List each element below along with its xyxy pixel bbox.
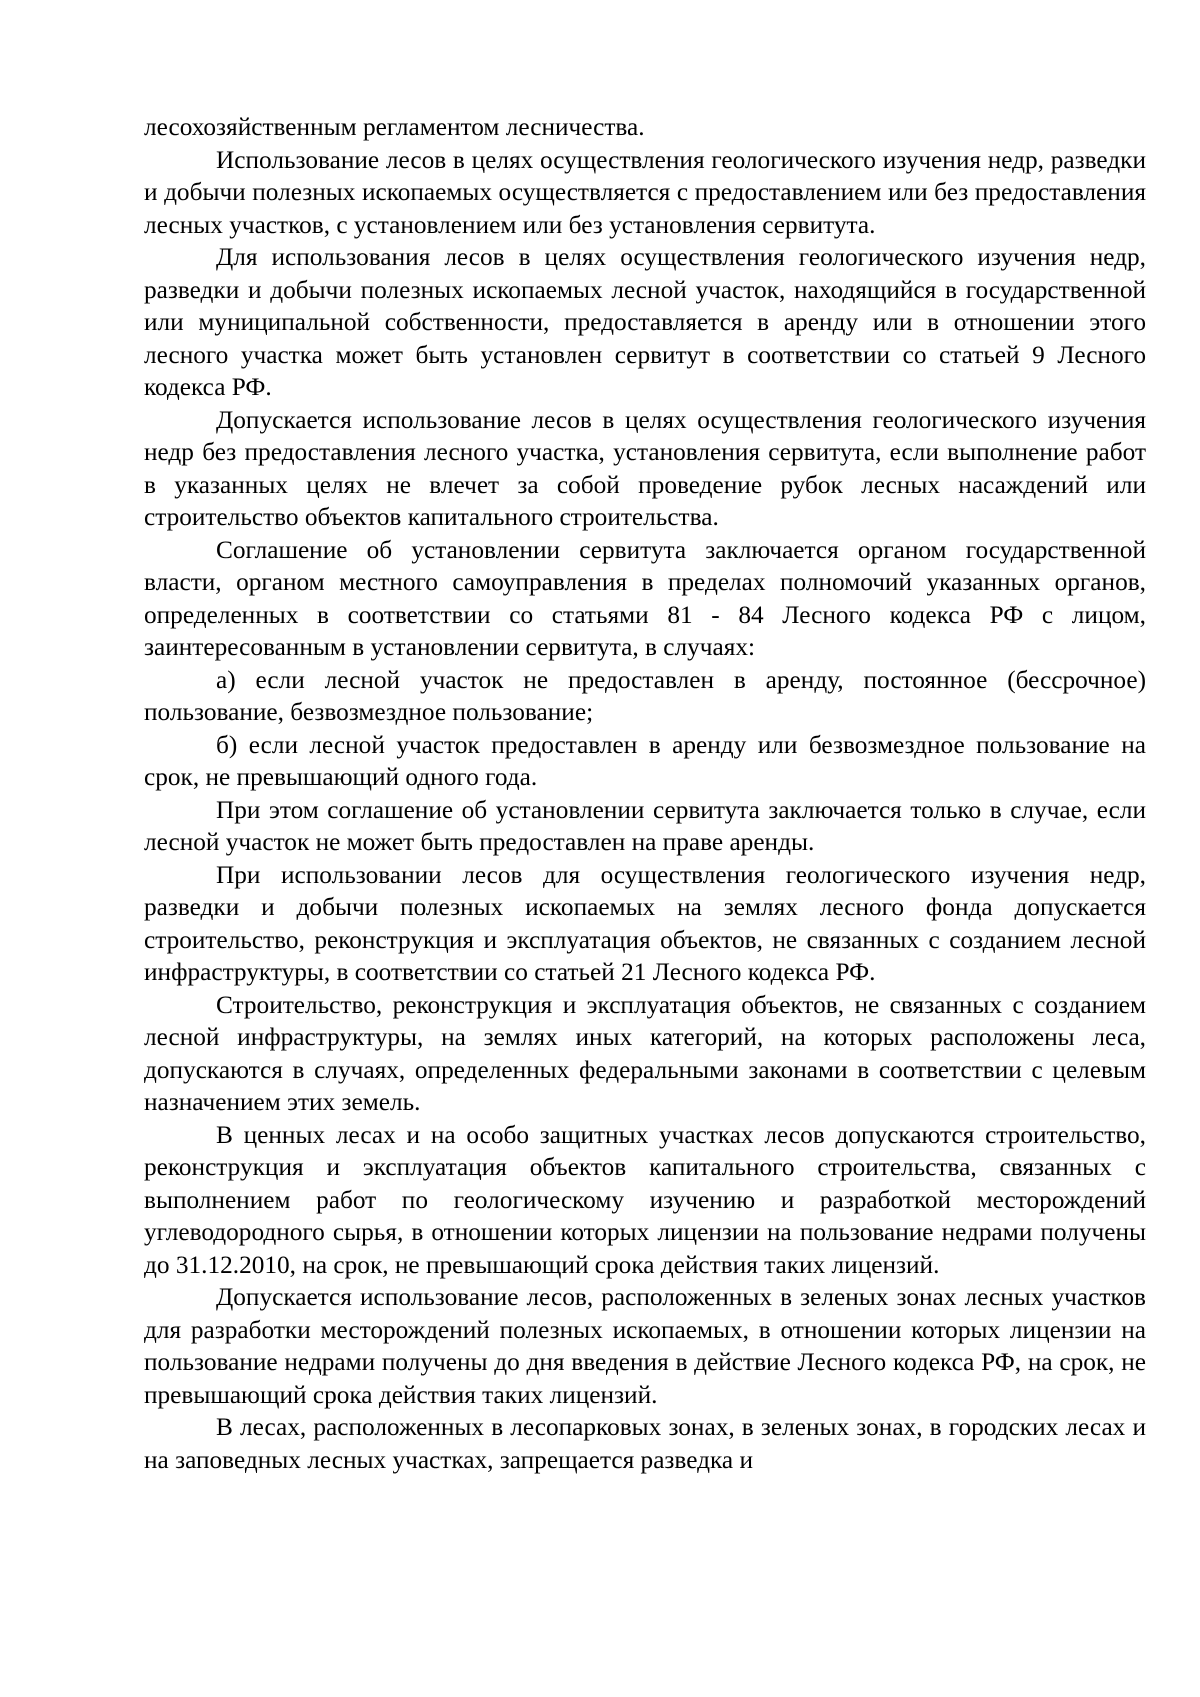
paragraph-valuable-forests: В ценных лесах и на особо защитных участках лесов допускаются строительство, реконструкция и эксплуатация объектов капитального строительства, связанных с выполнением работ по геологическому изучению и разработкой месторождений углеводородного сырья, в отношении которых лицензии на пользование недрами получены до 31.12.2010, на срок, не превышающий срока действия таких лицензий.: [144, 1120, 1146, 1279]
paragraph-green-zones: Допускается использование лесов, расположенных в зеленых зонах лесных участков для разработки месторождений полезных ископаемых, в отношении которых лицензии на пользование недрами получены до дня введения в действие Лесного кодекса РФ, на срок, не превышающий срока действия таких лицензий.: [144, 1283, 1146, 1409]
paragraph-other-categories: Строительство, реконструкция и эксплуатация объектов, не связанных с созданием лесной инфраструктуры, на землях иных категорий, на которых расположены леса, допускаются в случаях, определенных федеральными законами в соответствии с целевым назначением этих земель.: [144, 990, 1146, 1116]
paragraph-servitude-only-case: При этом соглашение об установлении сервитута заключается только в случае, если лесной участок не может быть предоставлен на праве аренды.: [144, 795, 1146, 856]
paragraph-park-zones-prohibition: В лесах, расположенных в лесопарковых зонах, в зеленых зонах, в городских лесах и на заповедных лесных участках, запрещается разведка и: [144, 1413, 1146, 1474]
paragraph-case-a: а) если лесной участок не предоставлен в аренду, постоянное (бессрочное) пользование, безвозмездное пользование;: [144, 665, 1146, 726]
paragraph-servitude-agreement: Соглашение об установлении сервитута заключается органом государственной власти, органом местного самоуправления в пределах полномочий указанных органов, определенных в соответствии со статьями 81 - 84 Лесного кодекса РФ с лицом, заинтересованным в установлении сервитута, в случаях:: [144, 535, 1146, 661]
paragraph-no-plot-allowed: Допускается использование лесов в целях осуществления геологического изучения недр без предоставления лесного участка, установления сервитута, если выполнение работ в указанных целях не влечет за собой проведение рубок лесных насаждений или строительство объектов капитального строительства.: [144, 405, 1146, 531]
paragraph-lease-or-servitude: Для использования лесов в целях осуществления геологического изучения недр, разведки и добычи полезных ископаемых лесной участок, находящийся в государственной или муниципальной собственности, предоставляется в аренду или в отношении этого лесного участка может быть установлен сервитут в соответствии со статьей 9 Лесного кодекса РФ.: [144, 243, 1146, 401]
paragraph-continuation: лесохозяйственным регламентом лесничества.: [144, 113, 645, 141]
paragraph-geological-use-forms: Использование лесов в целях осуществления геологического изучения недр, разведки и добычи полезных ископаемых осуществляется с предоставлением или без предоставления лесных участков, с установлением или без установления сервитута.: [144, 145, 1146, 239]
document-body: [144, 111, 1146, 1476]
paragraph-construction-allowed: При использовании лесов для осуществления геологического изучения недр, разведки и добычи полезных ископаемых на землях лесного фонда допускается строительство, реконструкция и эксплуатация объектов, не связанных с созданием лесной инфраструктуры, в соответствии со статьей 21 Лесного кодекса РФ.: [144, 860, 1146, 986]
paragraph-case-b: б) если лесной участок предоставлен в аренду или безвозмездное пользование на срок, не превышающий одного года.: [144, 730, 1146, 791]
